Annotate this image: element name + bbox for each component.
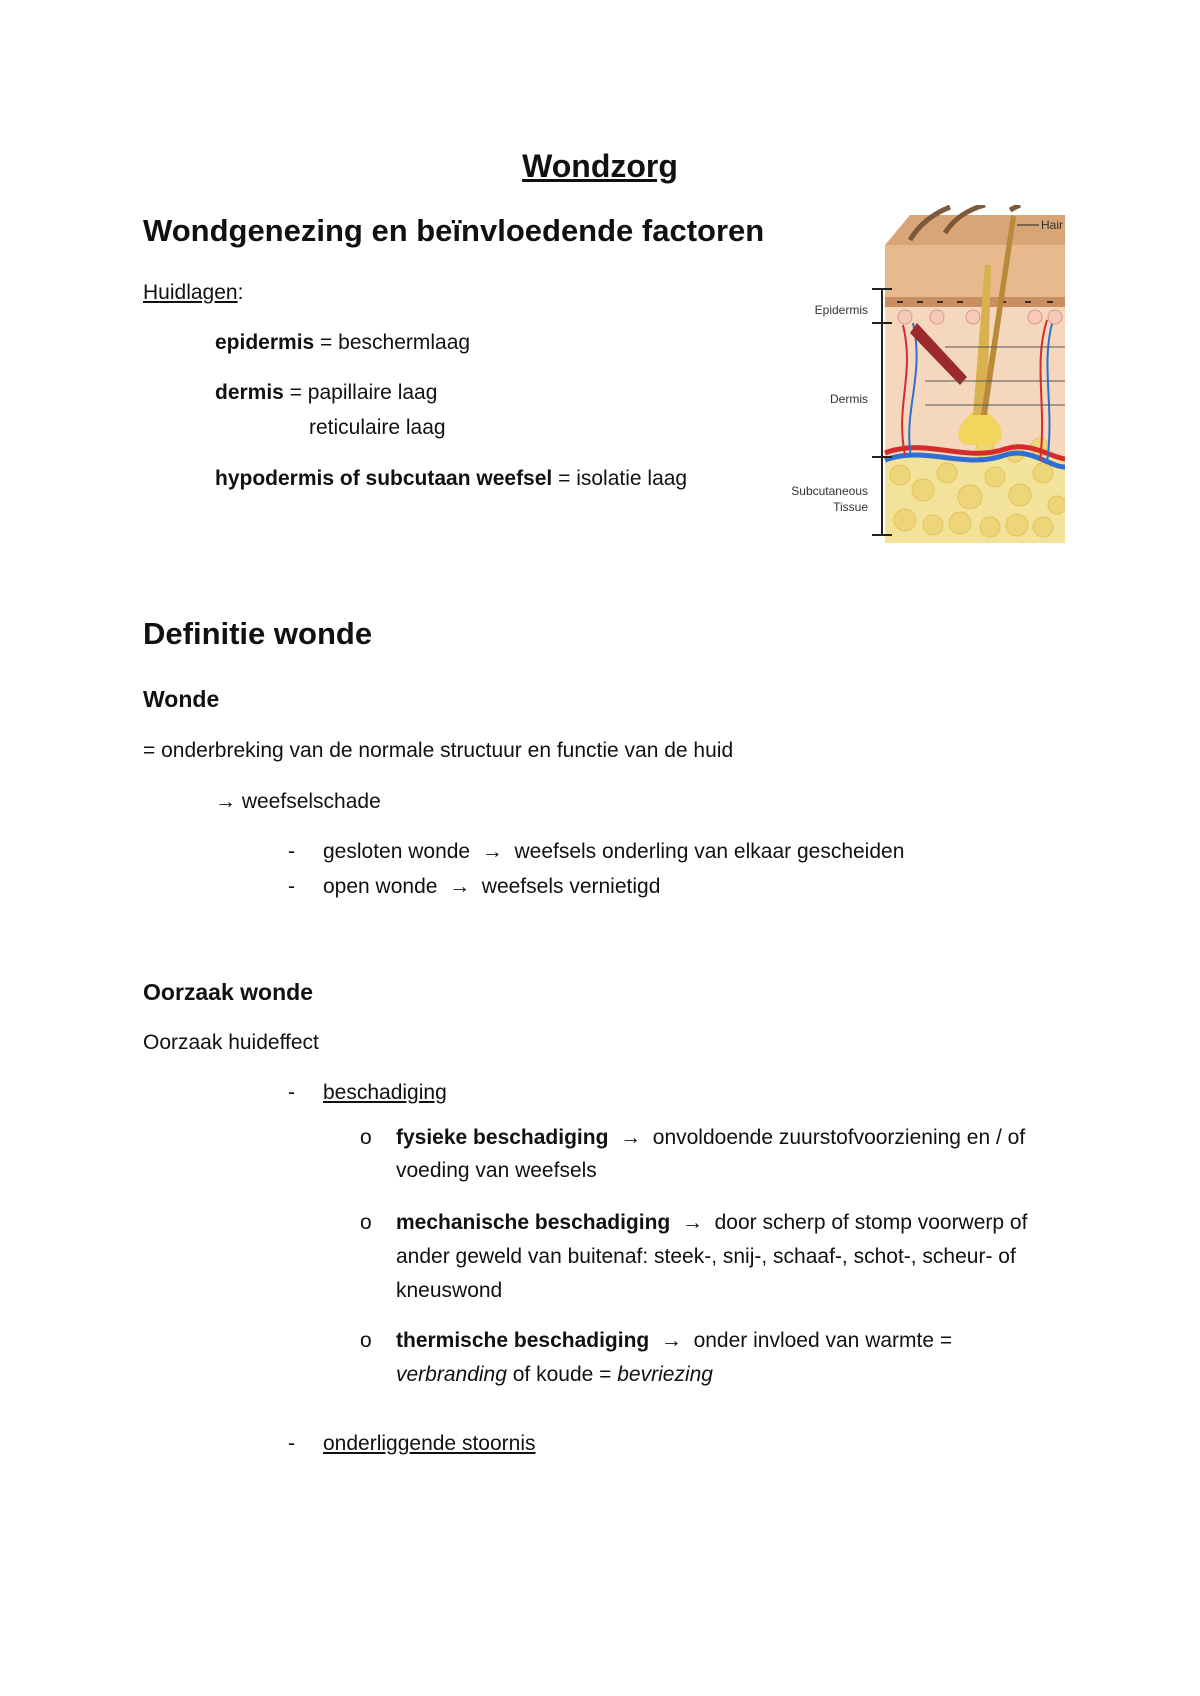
subheading-oorzaak-huideffect: Oorzaak huideffect bbox=[143, 1031, 319, 1054]
hypodermis-def: = isolatie laag bbox=[552, 467, 688, 490]
sub-bullet: o bbox=[360, 1211, 372, 1234]
epidermis-layer bbox=[885, 245, 1065, 297]
list-item-gesloten bbox=[323, 840, 904, 864]
sub-item-thermisch-line2 bbox=[396, 1363, 713, 1387]
sub-bullet: o bbox=[360, 1329, 372, 1352]
epidermis-line bbox=[215, 331, 470, 355]
sub-item-mechanisch-line2: ander geweld van buitenaf: steek-, snij-, schaaf-, schot-, scheur- of bbox=[396, 1245, 1016, 1268]
item-desc: weefsels onderling van elkaar gescheiden bbox=[514, 840, 905, 863]
sub-item-fysiek bbox=[396, 1126, 1025, 1150]
item-term: open wonde bbox=[323, 875, 438, 898]
arrow-icon: → bbox=[481, 840, 503, 863]
dermis-term: dermis bbox=[215, 381, 284, 404]
list-bullet: - bbox=[288, 1081, 295, 1104]
item-term: gesloten wonde bbox=[323, 840, 471, 863]
figure-label-hair: Hair bbox=[1041, 218, 1064, 232]
category-beschadiging bbox=[323, 1081, 447, 1105]
sub-item-fysiek-line2: voeding van weefsels bbox=[396, 1159, 597, 1182]
item-desc: weefsels vernietigd bbox=[481, 875, 661, 898]
hypodermis-term: hypodermis of subcutaan weefsel bbox=[215, 467, 553, 490]
sub-term: mechanische beschadiging bbox=[396, 1211, 671, 1234]
wonde-consequence: → weefselschade bbox=[215, 790, 381, 813]
figure-label-tissue: Tissue bbox=[833, 500, 868, 514]
epidermis-term: epidermis bbox=[215, 331, 315, 354]
section-heading-wondgenezing: Wondgenezing en beïnvloedende factoren bbox=[143, 213, 765, 248]
sub-item-mechanisch bbox=[396, 1211, 1027, 1235]
figure-label-epidermis: Epidermis bbox=[814, 303, 868, 317]
skin-layers-figure bbox=[785, 205, 1065, 545]
epidermis-base bbox=[885, 297, 1065, 307]
sub-term: thermische beschadiging bbox=[396, 1329, 650, 1352]
figure-label-subcutaneous: Subcutaneous bbox=[791, 484, 868, 498]
category-label: beschadiging bbox=[323, 1081, 447, 1104]
sub-item-mechanisch-line3: kneuswond bbox=[396, 1279, 503, 1302]
term-bevriezing: bevriezing bbox=[617, 1363, 713, 1386]
sub-desc: onvoldoende zuurstofvoorziening en / of bbox=[652, 1126, 1026, 1149]
dermis-line bbox=[215, 381, 437, 405]
category-label: onderliggende stoornis bbox=[323, 1432, 536, 1455]
section-heading-definitie: Definitie wonde bbox=[143, 616, 373, 651]
arrow-icon: → bbox=[681, 1211, 703, 1234]
sub-desc: onder invloed van warmte = bbox=[693, 1329, 953, 1352]
list-item-open bbox=[323, 875, 660, 899]
list-bullet: - bbox=[288, 840, 295, 863]
epidermis-def: = beschermlaag bbox=[314, 331, 471, 354]
sub-bullet: o bbox=[360, 1126, 372, 1149]
arrow-icon: → bbox=[660, 1329, 682, 1352]
text-koude: of koude = bbox=[506, 1363, 618, 1386]
figure-label-dermis: Dermis bbox=[830, 392, 868, 406]
subheading-wonde: Wonde bbox=[143, 686, 220, 712]
list-bullet: - bbox=[288, 1432, 295, 1455]
hypodermis-line bbox=[215, 467, 687, 491]
category-onderliggende-stoornis bbox=[323, 1432, 535, 1456]
arrow-icon: → bbox=[449, 875, 471, 898]
list-bullet: - bbox=[288, 875, 295, 898]
huidlagen-colon: : bbox=[237, 281, 244, 304]
sub-item-thermisch bbox=[396, 1329, 952, 1353]
document-title: Wondzorg bbox=[522, 148, 678, 184]
term-verbranding: verbranding bbox=[396, 1363, 507, 1386]
huidlagen-label bbox=[143, 281, 243, 305]
arrow-icon: → bbox=[620, 1126, 642, 1149]
dermis-def: = papillaire laag bbox=[283, 381, 438, 404]
wonde-definition: = onderbreking van de normale structuur en functie van de huid bbox=[143, 739, 734, 762]
huidlagen-label-text: Huidlagen bbox=[143, 281, 238, 304]
section-heading-oorzaak: Oorzaak wonde bbox=[143, 979, 313, 1005]
sub-term: fysieke beschadiging bbox=[396, 1126, 609, 1149]
dermis-def-2: reticulaire laag bbox=[309, 416, 446, 439]
sub-desc: door scherp of stomp voorwerp of bbox=[714, 1211, 1028, 1234]
